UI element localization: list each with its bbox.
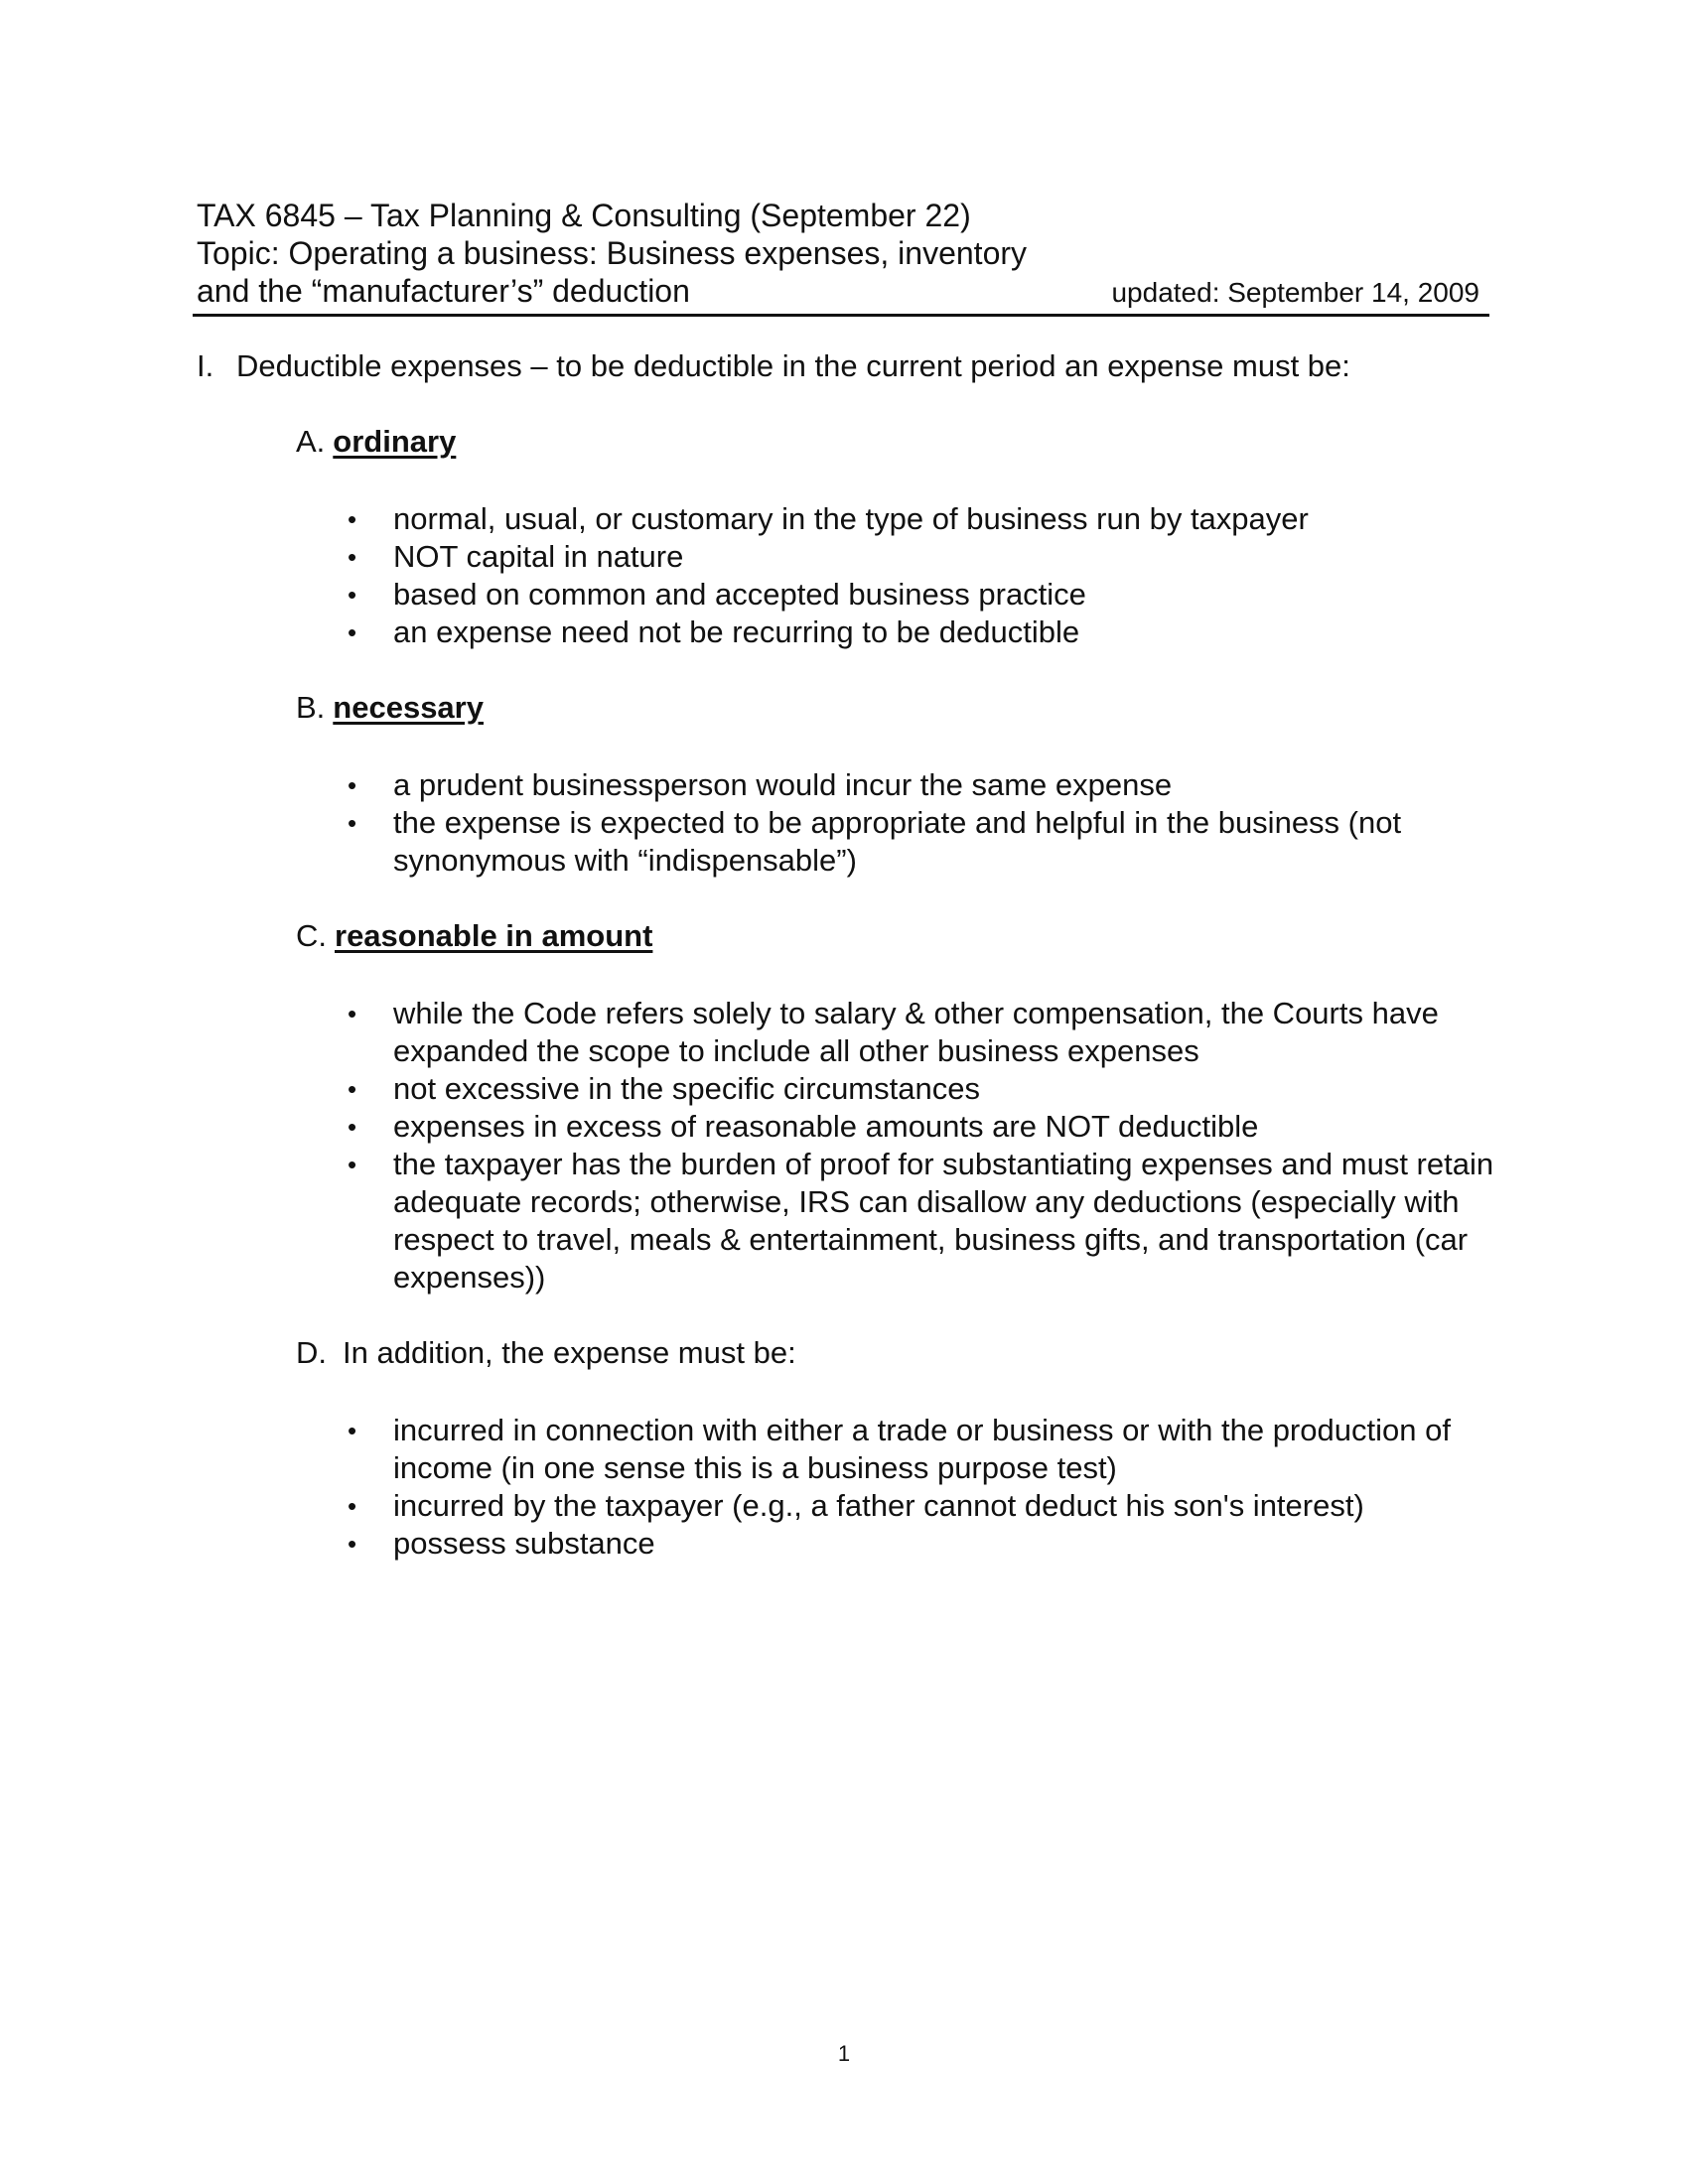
bullet-icon: • — [348, 1112, 357, 1142]
subsection-term: necessary — [333, 690, 484, 725]
list-item: • the taxpayer has the burden of proof for substantiating expenses and must retain adequate records; otherwise, IRS can disallow any deductions (especially with respect to travel, meals & entertainment, business gifts, and transportation (car expenses)) — [348, 1147, 1494, 1295]
list-item: • incurred in connection with either a trade or business or with the production of income (in one sense this is a business purpose test) — [348, 1413, 1451, 1485]
subsection-letter: B. — [296, 690, 326, 725]
bullet-icon: • — [348, 504, 357, 534]
subsection-term: ordinary — [333, 424, 457, 459]
course-title: TAX 6845 – Tax Planning & Consulting (September 22) — [197, 198, 971, 233]
list-item: • a prudent businessperson would incur the same expense — [348, 767, 1173, 802]
section-heading-text: Deductible expenses – to be deductible in the current period an expense must be: — [236, 348, 1350, 383]
subsection-text: In addition, the expense must be: — [343, 1335, 796, 1370]
bullet-list — [296, 766, 1497, 880]
bullet-icon: • — [348, 580, 357, 610]
bullet-icon: • — [348, 1074, 357, 1104]
subsection-letter: D. — [296, 1335, 327, 1370]
subsection-letter: A. — [296, 424, 326, 459]
list-item: • not excessive in the specific circumstances — [348, 1071, 980, 1106]
updated-date: updated: September 14, 2009 — [1111, 277, 1479, 308]
bullet-icon: • — [348, 999, 357, 1028]
topic-line-continued — [197, 272, 1487, 312]
document-header — [197, 197, 1487, 312]
bullet-icon: • — [348, 770, 357, 800]
list-item: • normal, usual, or customary in the type of business run by taxpayer — [348, 501, 1309, 536]
list-item: • an expense need not be recurring to be deductible — [348, 614, 1080, 649]
subsection-heading — [296, 689, 1497, 727]
document-body — [197, 347, 1497, 1563]
section-heading — [197, 347, 1497, 385]
section-number: I. — [197, 348, 214, 383]
bullet-icon: • — [348, 617, 357, 647]
subsection-reasonable — [296, 917, 1497, 1297]
subsection-ordinary — [296, 423, 1497, 651]
subsection-heading — [296, 423, 1497, 461]
list-item: • incurred by the taxpayer (e.g., a father cannot deduct his son's interest) — [348, 1488, 1364, 1523]
bullet-icon: • — [348, 1491, 357, 1521]
bullet-list — [296, 995, 1497, 1297]
page-number: 1 — [837, 2041, 851, 2066]
subsection-necessary — [296, 689, 1497, 880]
topic-line-end: and the “manufacturer’s” deduction — [197, 273, 690, 309]
bullet-icon: • — [348, 1150, 357, 1179]
subsection-letter: C. — [296, 918, 327, 953]
list-item: • based on common and accepted business practice — [348, 577, 1086, 612]
subsection-heading — [296, 1334, 1497, 1372]
bullet-list — [296, 500, 1497, 651]
list-item: • while the Code refers solely to salary & other compensation, the Courts have expanded the scope to include all other business expenses — [348, 996, 1439, 1068]
bullet-icon: • — [348, 1416, 357, 1445]
list-item: • the expense is expected to be appropriate and helpful in the business (not synonymous with “indispensable”) — [348, 805, 1402, 878]
subsection-in-addition — [296, 1334, 1497, 1563]
list-item: • possess substance — [348, 1526, 655, 1561]
subsection-term: reasonable in amount — [335, 918, 653, 953]
bullet-icon: • — [348, 542, 357, 572]
bullet-icon: • — [348, 1529, 357, 1559]
subsection-heading — [296, 917, 1497, 955]
list-item: • expenses in excess of reasonable amounts are NOT deductible — [348, 1109, 1259, 1144]
list-item: • NOT capital in nature — [348, 539, 684, 574]
bullet-list — [296, 1412, 1497, 1563]
header-divider — [193, 314, 1489, 317]
topic-line: Topic: Operating a business: Business expenses, inventory — [197, 235, 1028, 271]
bullet-icon: • — [348, 808, 357, 838]
